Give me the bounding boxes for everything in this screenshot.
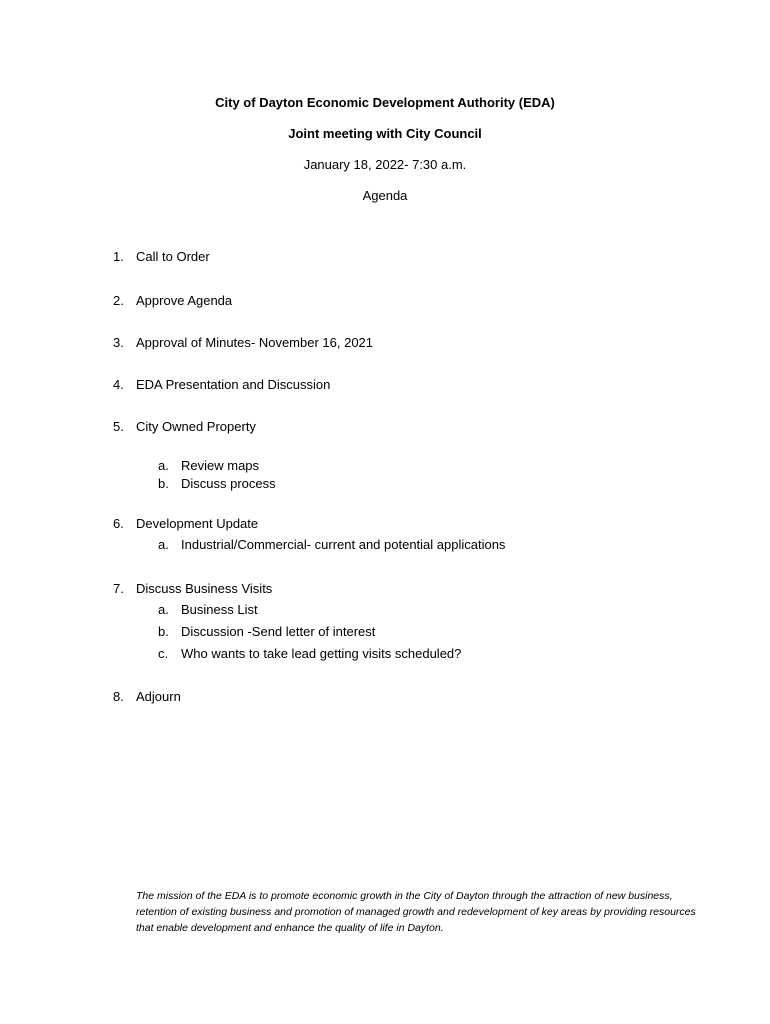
meeting-title: Joint meeting with City Council	[288, 126, 482, 141]
agenda-item-text: Approval of Minutes- November 16, 2021	[136, 335, 374, 350]
agenda-item-text: Adjourn	[136, 689, 181, 704]
agenda-subitem-text: Discuss process	[181, 476, 276, 491]
agenda-item-number: 7.	[113, 581, 124, 596]
agenda-item-text: EDA Presentation and Discussion	[136, 377, 331, 392]
agenda-item-number: 3.	[113, 335, 124, 350]
agenda-item-number: 8.	[113, 689, 124, 704]
agenda-subitem-letter: c.	[158, 646, 169, 661]
agenda-subitem-text: Business List	[181, 602, 258, 617]
agenda-subitem-letter: a.	[158, 458, 169, 473]
agenda-subitem-text: Review maps	[181, 458, 260, 473]
agenda-item-text: Discuss Business Visits	[136, 581, 273, 596]
mission-statement: The mission of the EDA is to promote economic growth in the City of Dayton through the attraction of new business, retention of existing business and promotion of managed growth and redevelopment of key areas by providing resources that enable development and enhance the quality of life in Dayton.	[136, 890, 696, 934]
agenda-item-number: 4.	[113, 377, 124, 392]
agenda-subitem-letter: a.	[158, 537, 169, 552]
agenda-item-number: 2.	[113, 293, 124, 308]
agenda-subitem-letter: a.	[158, 602, 169, 617]
agenda-item-text: Call to Order	[136, 249, 210, 264]
agenda-subitem-letter: b.	[158, 476, 169, 491]
agenda-subitem-letter: b.	[158, 624, 169, 639]
agenda-item-number: 6.	[113, 516, 124, 531]
agenda-item-text: City Owned Property	[136, 419, 256, 434]
agenda-subitem-text: Who wants to take lead getting visits scheduled?	[181, 646, 462, 661]
meeting-date-time: January 18, 2022- 7:30 a.m.	[303, 157, 467, 172]
agenda-item-text: Development Update	[136, 516, 259, 531]
document-type: Agenda	[362, 188, 408, 203]
org-title: City of Dayton Economic Development Authority (EDA)	[215, 95, 555, 110]
agenda-subitem-text: Industrial/Commercial- current and potential applications	[181, 537, 506, 552]
agenda-item-number: 5.	[113, 419, 124, 434]
agenda-item-number: 1.	[113, 249, 124, 264]
agenda-item-text: Approve Agenda	[136, 293, 233, 308]
agenda-subitem-text: Discussion -Send letter of interest	[181, 624, 376, 639]
